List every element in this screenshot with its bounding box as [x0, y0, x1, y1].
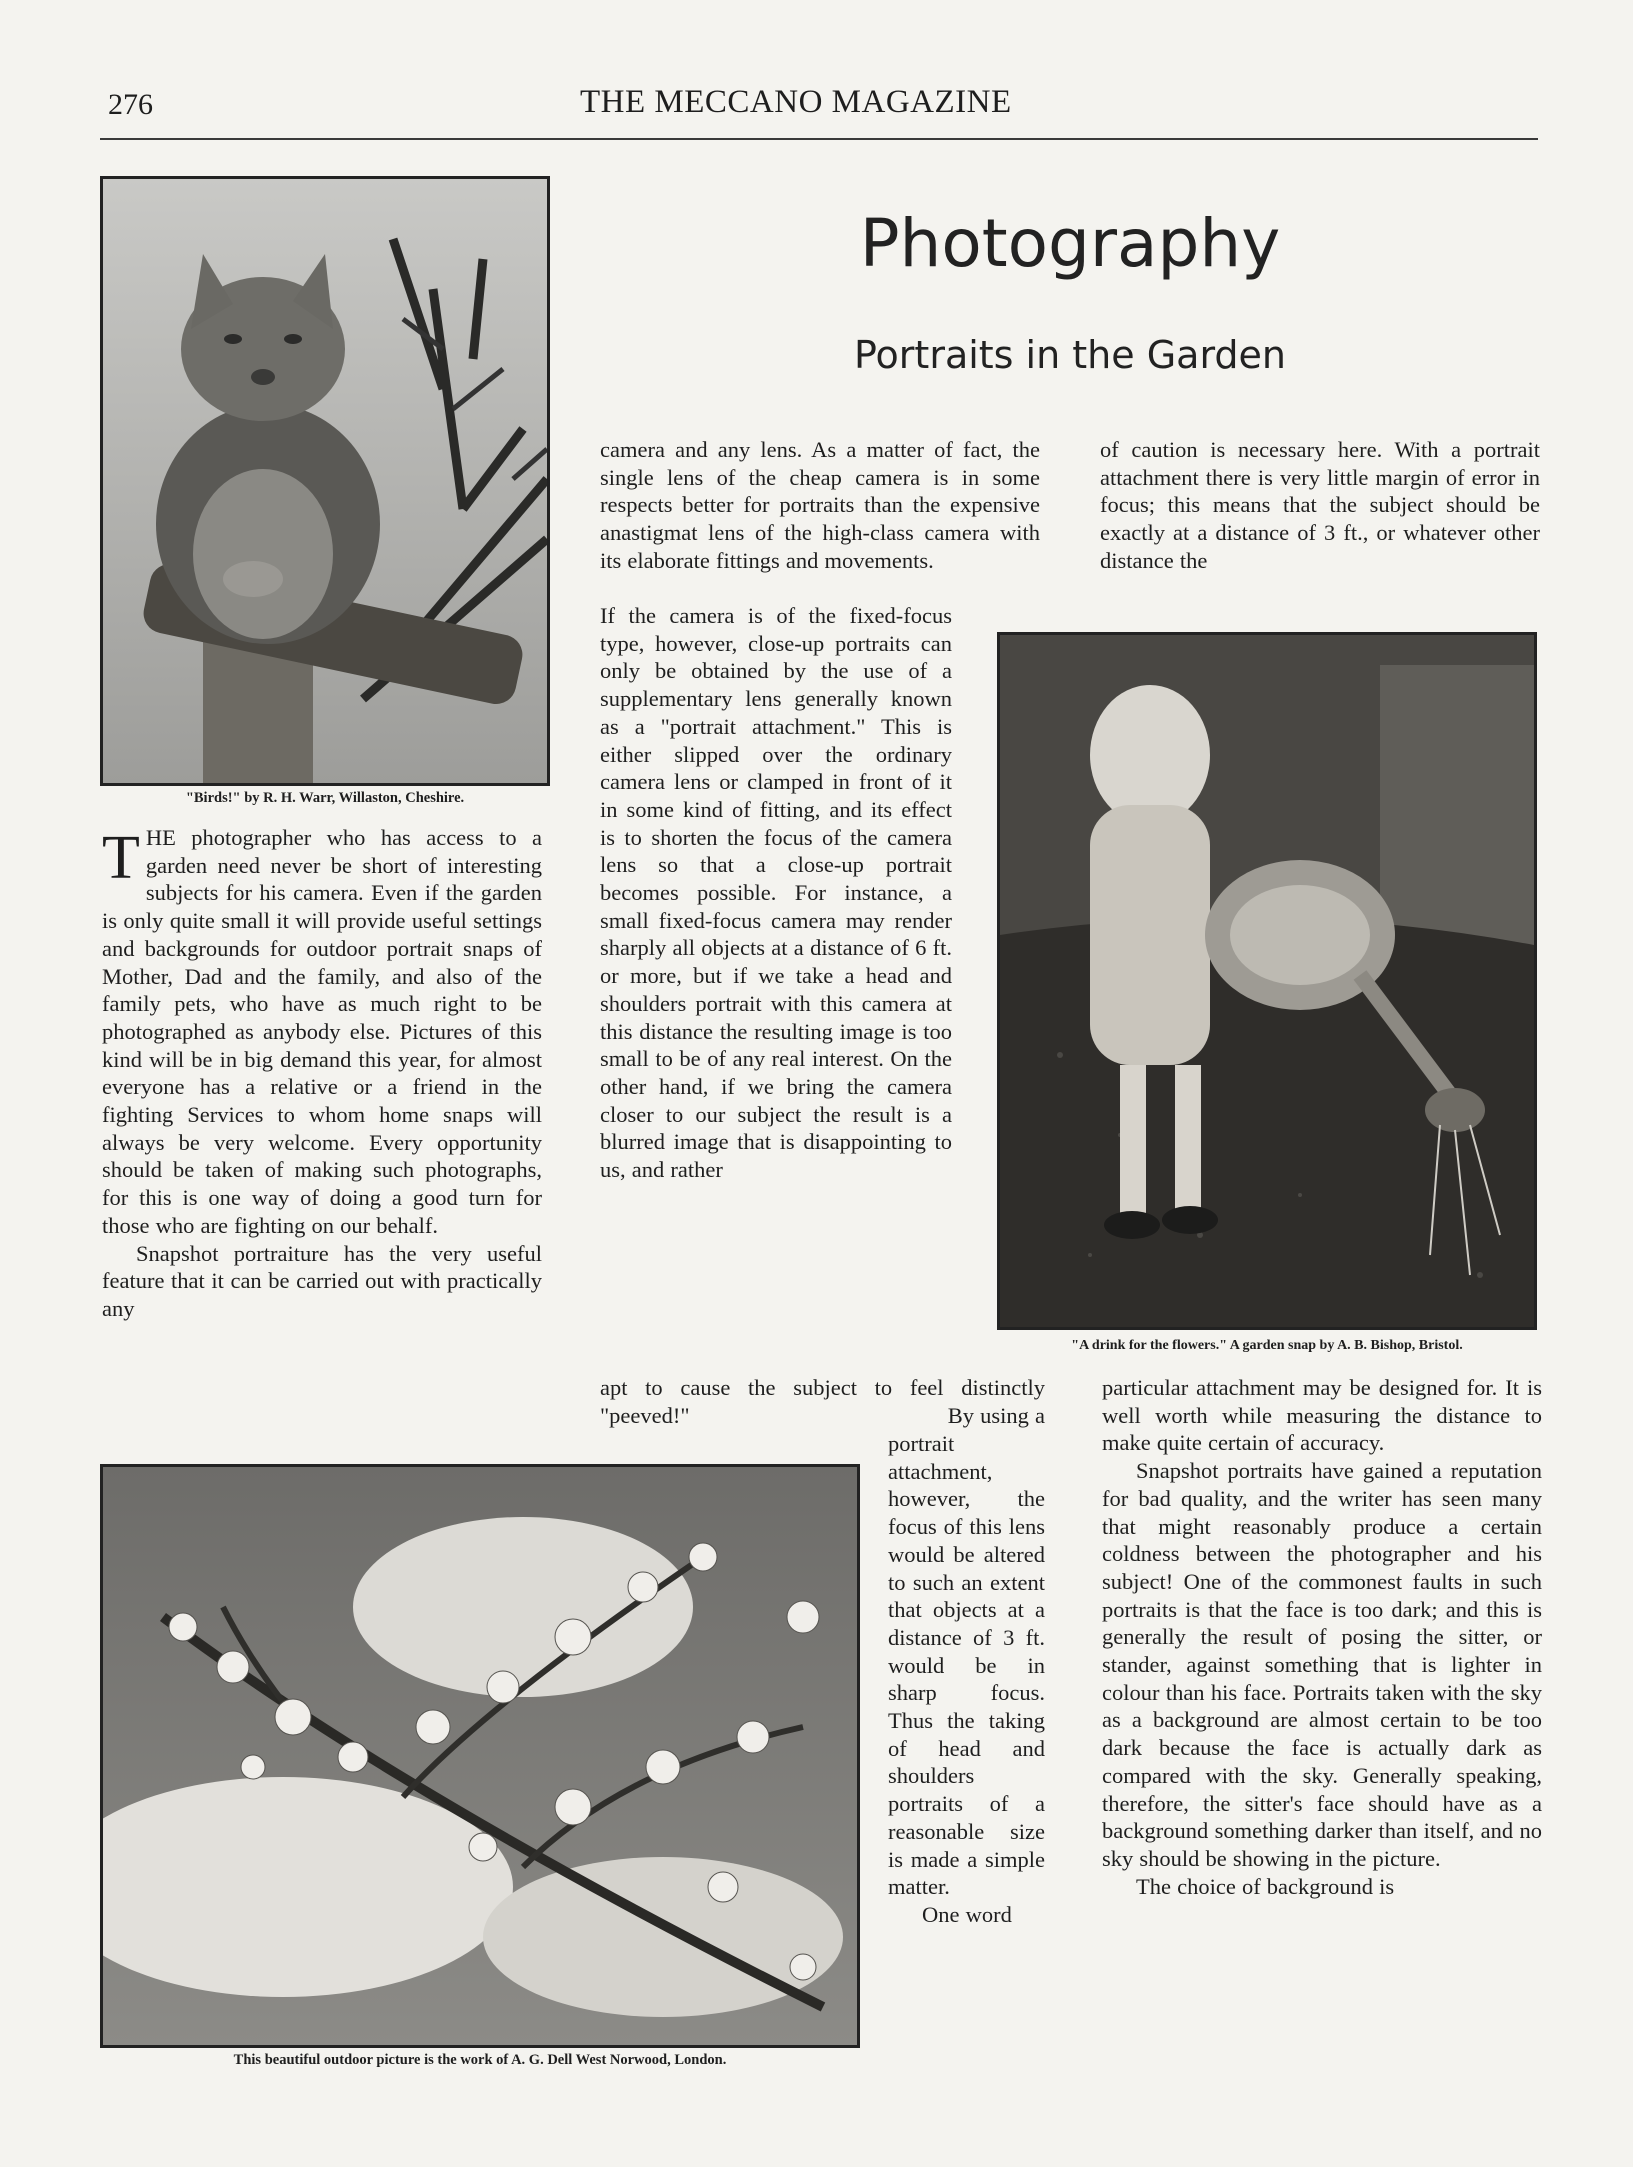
column-1 [102, 824, 542, 1323]
article-subtitle: Portraits in the Garden [853, 333, 1286, 377]
cat-photo [100, 176, 550, 786]
paragraph: portrait attachment, however, the focus of this lens would be altered to such an extent that objects at a distance of 3 ft. would be in sharp focus. Thus the taking of head and shoulders portraits of a reasonable size is made a simple matter. [888, 1431, 1045, 1900]
paragraph-text: HE photographer who has access to a garden need never be short of interesting subjects for his camera. Even if the garden is only quite small it will provide useful settings and backgrounds for outdoor portrait snaps of Mother, Dad and the family, and also of the family pets, who have as much right to be photographed as anybody else. Pictures of this kind will be in big demand this year, for almost everyone has a relative or a friend in the fighting Services to whom home snaps will always be very welcome. Every opportunity should be taken of making such photographs, for this is one way of doing a good turn for those who are fighting on our behalf. [102, 825, 542, 1238]
column-3-top [1100, 436, 1540, 575]
paragraph [102, 824, 542, 1240]
cat-photo-caption: "Birds!" by R. H. Warr, Willaston, Cheshire. [185, 790, 465, 806]
paragraph-fragment: By using a [947, 1403, 1045, 1428]
paragraph: particular attachment may be designed for. It is well worth while measuring the distance to make quite certain of accuracy. [1102, 1375, 1542, 1456]
header-rule [100, 138, 1538, 140]
page-number: 276 [108, 88, 153, 121]
paragraph: apt to cause the subject to feel distinctly "peeved!" [600, 1375, 1045, 1428]
paragraph: camera and any lens. As a matter of fact, the single lens of the cheap camera is in some respects better for portraits than the expensive anastigmat lens of the high-class camera with its elaborate fittings and movements. [600, 437, 1040, 573]
drop-cap: T [102, 824, 140, 892]
blossom-photo-caption: This beautiful outdoor picture is the work of A. G. Dell West Norwood, London. [233, 2052, 727, 2068]
girl-watering-photo [997, 632, 1537, 1330]
paragraph: of caution is necessary here. With a portrait attachment there is very little margin of error in focus; this means that the subject should be exactly at a distance of 3 ft., or whatever other distance the [1100, 437, 1540, 573]
column-2-top [600, 436, 1040, 575]
paragraph: One word [922, 1901, 1012, 1927]
column-2-middle [600, 602, 952, 1184]
blossom-photo [100, 1464, 860, 2048]
column-3-bottom [1102, 1374, 1542, 1900]
column-2-by-using [888, 1402, 1045, 1430]
paragraph: The choice of background is [1136, 1873, 1395, 1899]
girl-photo-caption: "A drink for the flowers." A garden snap by A. B. Bishop, Bristol. [1071, 1338, 1463, 1353]
paragraph: Snapshot portraiture has the very useful feature that it can be carried out with practically any [102, 1240, 542, 1321]
magazine-title: THE MECCANO MAGAZINE [580, 84, 1012, 120]
paragraph: If the camera is of the fixed-focus type, however, close-up portraits can only be obtained by the use of a supplementary lens generally known as a "portrait attachment." This is either slipped over the ordinary camera lens or clamped in front of it in some kind of fitting, and its effect is to shorten the focus of the camera lens so that a close-up portrait becomes possible. For instance, a small fixed-focus camera may render sharply all objects at a distance of 6 ft. or more, but if we take a head and shoulders portrait with this camera at this distance the resulting image is too small to be of any real interest. On the other hand, if we bring the camera closer to our subject the result is a blurred image that is disappointing to us, and rather [600, 603, 952, 1183]
column-2-narrow [888, 1430, 1045, 1929]
paragraph: Snapshot portraits have gained a reputation for bad quality, and the writer has seen many that might reasonably produce a certain coldness between the photographer and his subject! One of the commonest faults in such portraits is that the face is too dark; and this is generally the result of posing the sitter, or stander, against something that is lighter in colour than his face. Portraits taken with the sky as a background are almost certain to be too dark because the face is actually dark as compared with the sky. Generally speaking, therefore, the sitter's face should have as a background something darker than itself, and no sky should be showing in the picture. [1102, 1458, 1542, 1871]
article-title: Photography [859, 205, 1281, 282]
